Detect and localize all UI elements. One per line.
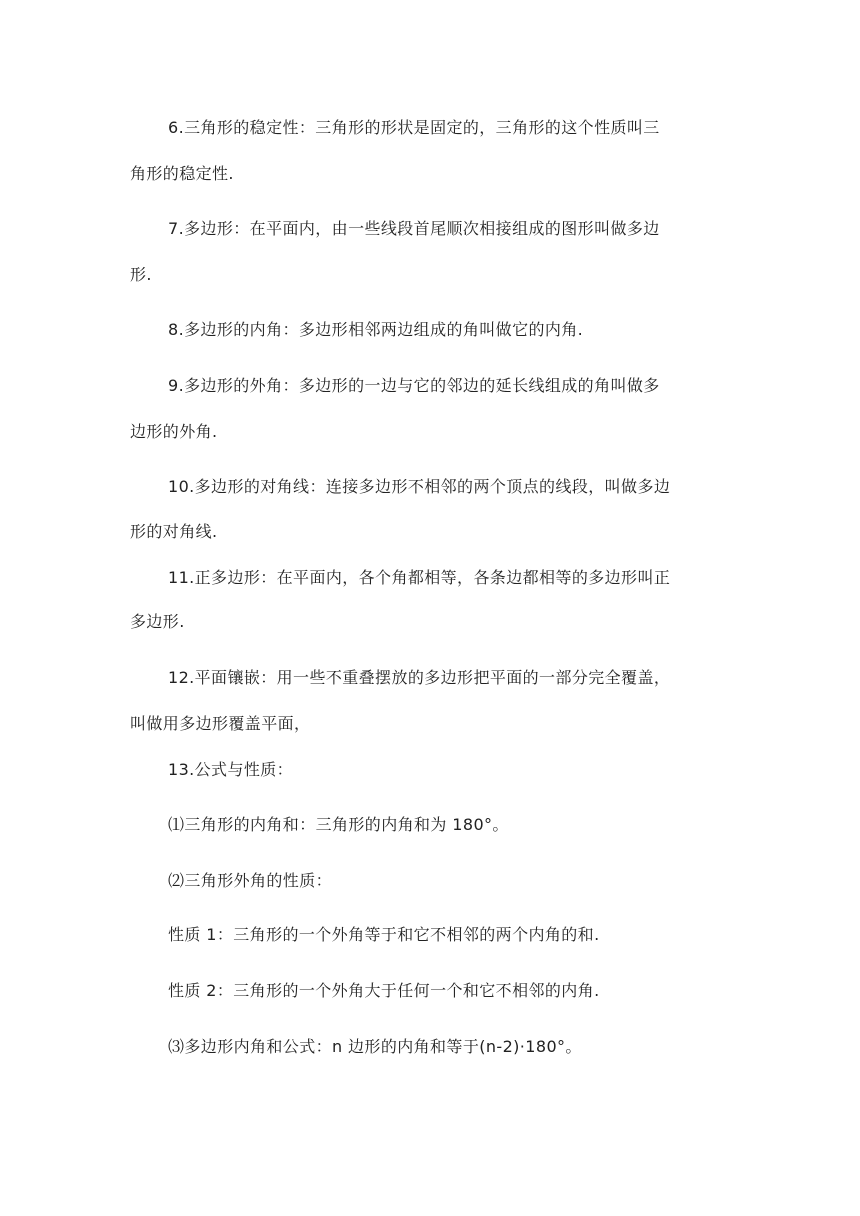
formula-property-1: 性质 1：三角形的一个外角等于和它不相邻的两个内角的和.	[168, 925, 600, 944]
item-11-line-2: 多边形.	[130, 612, 185, 631]
item-9-line-2: 边形的外角.	[130, 422, 218, 441]
item-8-line-1: 8.多边形的内角：多边形相邻两边组成的角叫做它的内角.	[168, 320, 584, 339]
item-10-line-2: 形的对角线.	[130, 522, 218, 541]
item-12-line-2: 叫做用多边形覆盖平面，	[130, 714, 311, 733]
item-10-line-1: 10.多边形的对角线：连接多边形不相邻的两个顶点的线段，叫做多边	[168, 477, 671, 496]
item-12-line-1: 12.平面镶嵌：用一些不重叠摆放的多边形把平面的一部分完全覆盖，	[168, 668, 671, 687]
item-9-line-1: 9.多边形的外角：多边形的一边与它的邻边的延长线组成的角叫做多	[168, 376, 660, 395]
formula-1: ⑴三角形的内角和：三角形的内角和为 180°。	[168, 815, 509, 834]
formula-2: ⑵三角形外角的性质：	[168, 871, 333, 890]
item-11-line-1: 11.正多边形：在平面内，各个角都相等，各条边都相等的多边形叫正	[168, 568, 671, 587]
item-7-line-1: 7.多边形：在平面内，由一些线段首尾顺次相接组成的图形叫做多边	[168, 219, 660, 238]
formula-3: ⑶多边形内角和公式：n 边形的内角和等于(n-2)·180°。	[168, 1037, 582, 1056]
item-13-line-1: 13.公式与性质：	[168, 760, 294, 779]
item-7-line-2: 形.	[130, 265, 152, 284]
item-6-line-1: 6.三角形的稳定性：三角形的形状是固定的，三角形的这个性质叫三	[168, 118, 660, 137]
formula-property-2: 性质 2：三角形的一个外角大于任何一个和它不相邻的内角.	[168, 981, 600, 1000]
item-6-line-2: 角形的稳定性.	[130, 164, 234, 183]
